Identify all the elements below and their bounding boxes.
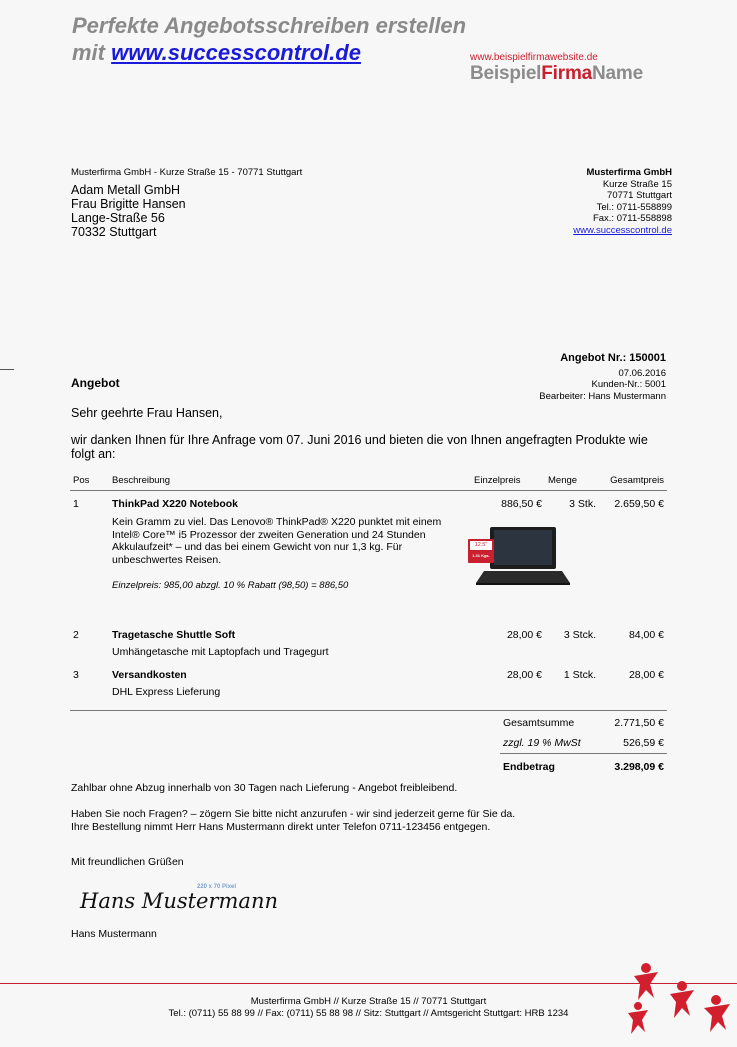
row-quantity: 1 Stck. (563, 669, 596, 681)
row-description-cell (109, 661, 471, 701)
company-logo (470, 63, 643, 85)
table-bottom-rule (70, 710, 667, 711)
recipient-city: 70332 Stuttgart (71, 225, 157, 239)
row-name: Versandkosten (112, 669, 187, 681)
row-quantity: 3 Stk. (569, 498, 596, 510)
row-description: Kein Gramm zu viel. Das Lenovo® ThinkPad® X220 punktet mit einem Intel® Core™ i5 Prozessor der zweiten Generation und 24 Stunden Akkulaufzeit* – und das bei einem Gewicht von nur 1,3 kg. Für unbeschwertes Reisen. (112, 516, 442, 566)
promo-heading (72, 12, 466, 66)
logo-part-1: Beispiel (470, 63, 542, 84)
row-description: DHL Express Lieferung (112, 686, 221, 698)
spec-badge (468, 539, 494, 563)
row-unit-price: 886,50 € (501, 498, 542, 510)
end-value: 3.298,09 € (600, 754, 667, 778)
offer-date: 07.06.2016 (618, 367, 666, 379)
questions-text (71, 808, 515, 834)
row-pos: 2 (73, 629, 79, 641)
row-pos: 1 (73, 498, 79, 510)
promo-link[interactable]: www.successcontrol.de (111, 40, 361, 65)
recipient-address (71, 183, 186, 239)
tax-label: zzgl. 19 % MwSt (503, 737, 581, 749)
offer-number: Angebot Nr.: 150001 (560, 352, 666, 364)
signature-text: Hans Mustermann (80, 889, 279, 913)
row-name: ThinkPad X220 Notebook (112, 498, 239, 510)
salutation: Sehr geehrte Frau Hansen, (71, 406, 223, 420)
clerk: Bearbeiter: Hans Mustermann (539, 390, 666, 402)
company-tel: Tel.: 0711-558899 (596, 201, 672, 213)
sum-label: Gesamtsumme (503, 717, 575, 729)
badge-weight: 1.31 Kgs. (472, 553, 490, 558)
intro-text: wir danken Ihnen für Ihre Anfrage vom 07. Juni 2016 und bieten die von Ihnen angefragten Produkte wie folgt an: (71, 433, 648, 461)
row-unit-price: 28,00 € (506, 669, 542, 681)
table-row (70, 661, 667, 701)
footer-line-2: Tel.: (0711) 55 88 99 // Fax: (0711) 55 88 98 // Sitz: Stuttgart // Amtsgericht Stuttgart: HRB 1234 (168, 1008, 569, 1019)
payment-terms: Zahlbar ohne Abzug innerhalb von 30 Tagen nach Lieferung - Angebot freibleibend. (71, 782, 458, 794)
end-label: Endbetrag (500, 754, 600, 778)
row-unit-price: 28,00 € (506, 629, 542, 641)
items-table (70, 470, 667, 701)
header-description: Beschreibung (109, 470, 471, 491)
header-unit-price: Einzelpreis (471, 470, 545, 491)
row-pos: 3 (73, 669, 79, 681)
company-street: Kurze Straße 15 (602, 178, 672, 190)
questions-line-1: Haben Sie noch Fragen? – zögern Sie bitte nicht anzurufen - wir sind jederzeit gerne für Sie da. (71, 808, 516, 820)
row-description-cell (109, 626, 471, 661)
signer-name: Hans Mustermann (71, 928, 157, 940)
table-row (70, 626, 667, 661)
row-price-note: Einzelpreis: 985,00 abzgl. 10 % Rabatt (98,50) = 886,50 (112, 580, 349, 591)
company-city: 70771 Stuttgart (607, 190, 672, 201)
recipient-street: Lange-Straße 56 (71, 211, 165, 225)
questions-line-2: Ihre Bestellung nimmt Herr Hans Mustermann direkt unter Telefon 0711-123456 entgegen. (71, 821, 491, 833)
company-name: Musterfirma GmbH (586, 167, 672, 178)
header-quantity: Menge (545, 470, 599, 491)
row-description: Umhängetasche mit Laptopfach und Tragegurt (112, 646, 329, 658)
fold-mark (0, 369, 14, 370)
header-total: Gesamtpreis (599, 470, 667, 491)
totals-row-sum (500, 713, 667, 733)
company-web-link[interactable]: www.successcontrol.de (573, 224, 672, 236)
row-description-cell (109, 491, 490, 627)
row-quantity: 3 Stck. (563, 629, 596, 641)
promo-line-2 (72, 39, 466, 66)
sum-value: 2.771,50 € (614, 717, 664, 729)
header-pos: Pos (70, 470, 109, 491)
offer-meta (539, 353, 666, 402)
promo-line-1: Perfekte Angebotsschreiben erstellen (72, 13, 467, 38)
offer-heading: Angebot (71, 376, 120, 390)
logo-url: www.beispielfirmawebsite.de (470, 52, 598, 63)
row-name: Tragetasche Shuttle Soft (112, 629, 236, 641)
table-row (70, 491, 667, 627)
row-total: 28,00 € (628, 669, 664, 681)
footer-line-1: Musterfirma GmbH // Kurze Straße 15 // 70771 Stuttgart (250, 996, 487, 1007)
logo-part-2: Firma (541, 63, 593, 84)
totals-table (500, 713, 667, 777)
signature-size-label: 220 x 70 Pixel (197, 884, 237, 890)
table-header-row (70, 470, 667, 491)
badge-size: 12.5" (470, 541, 492, 550)
closing-greeting: Mit freundlichen Grüßen (71, 856, 184, 868)
totals-row-end (500, 754, 667, 778)
promo-prefix: mit (72, 40, 112, 65)
logo-part-3: Name (592, 63, 643, 84)
company-block (573, 167, 672, 236)
customer-number: Kunden-Nr.: 5001 (591, 379, 666, 390)
recipient-company: Adam Metall GmbH (71, 183, 181, 197)
company-fax: Fax.: 0711-558898 (592, 213, 672, 224)
sender-line: Musterfirma GmbH - Kurze Straße 15 - 70771 Stuttgart (71, 167, 303, 178)
row-total: 2.659,50 € (614, 498, 664, 510)
footer (0, 996, 737, 1020)
row-total: 84,00 € (628, 629, 664, 641)
laptop-image (474, 525, 570, 590)
recipient-contact: Frau Brigitte Hansen (71, 197, 186, 211)
tax-value: 526,59 € (623, 737, 664, 749)
signature-image (78, 884, 279, 925)
totals-row-tax (500, 733, 667, 754)
